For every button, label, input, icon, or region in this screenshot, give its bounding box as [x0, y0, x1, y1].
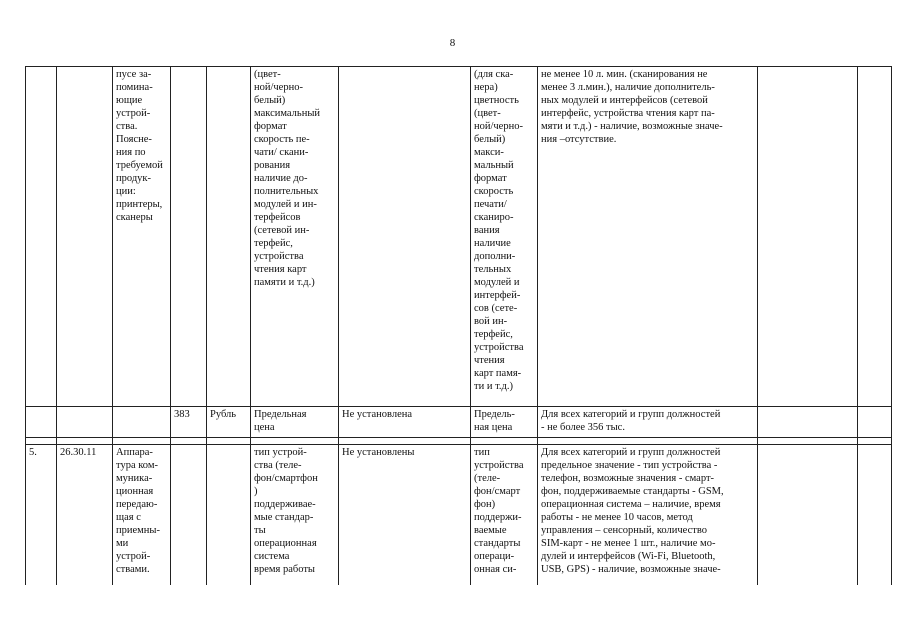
cell-okpd-code [57, 407, 113, 438]
table-row [26, 407, 892, 438]
cell-justification [758, 407, 858, 438]
cell-justification [758, 445, 858, 586]
cell-unit-name: Рубль [207, 407, 251, 438]
cell-unit-name [207, 67, 251, 407]
cell-product-name: Аппара- тура ком- муника- ционная передаю- щая с приемны- ми устрой- ствами. [113, 445, 171, 586]
cell-unit-code [171, 445, 207, 586]
cell-unit-code [171, 67, 207, 407]
table-row-gap [26, 438, 892, 445]
cell-product-name [113, 407, 171, 438]
cell-value-2: Для всех категорий и групп должностей предельное значение - тип устройства - телефон, возможные значения - смарт- фон, поддерживаемые стандарты - GSM, операционная система – наличие, время работы - не менее 10 часов, метод управления – сенсорный, количество SIM-карт - не менее 1 шт., наличие мо- дулей и интерфейсов (Wi-Fi, Bluetooth, USB, GPS) - наличие, возможные значе- [538, 445, 758, 586]
cell-okpd-code [57, 67, 113, 407]
cell-value: Не установлены [339, 445, 471, 586]
cell-number [26, 67, 57, 407]
cell-characteristic-2: (для ска- нера) цветность (цвет- ной/черно- белый) макси- мальный формат скорость печати/ сканиро- вания наличие дополни- тельных модулей и интерфей- сов (сете- вой ин- терфейс, устройства чтения карт памя- ти и т.д.) [471, 67, 538, 407]
cell-characteristic: тип устрой- ства (теле- фон/смартфон ) поддерживае- мые стандар- ты операционная система время работы [251, 445, 339, 586]
table-row [26, 67, 892, 407]
cell-purpose [858, 445, 892, 586]
cell-unit-name [207, 445, 251, 586]
cell-justification [758, 67, 858, 407]
cell-value [339, 67, 471, 407]
cell-value-2: не менее 10 л. мин. (сканирования не менее 3 л.мин.), наличие дополнитель- ных модулей и интерфейсов (сетевой интерфейс, устройства чтения карт па- мяти и т.д.) - наличие, возможные значе- ния –отсутствие. [538, 67, 758, 407]
cell-unit-code: 383 [171, 407, 207, 438]
cell-value: Не установлена [339, 407, 471, 438]
cell-characteristic: Предельная цена [251, 407, 339, 438]
specification-table [25, 66, 892, 585]
cell-characteristic: (цвет- ной/черно- белый) максимальный формат скорость пе- чати/ скани- рования наличие до- полнительных модулей и ин- терфейсов (сетевой ин- терфейс, устройства чтения карт памяти и т.д.) [251, 67, 339, 407]
table-row [26, 445, 892, 586]
cell-value-2: Для всех категорий и групп должностей - не более 356 тыс. [538, 407, 758, 438]
cell-purpose [858, 67, 892, 407]
cell-purpose [858, 407, 892, 438]
cell-characteristic-2: тип устройства (теле- фон/смарт фон) поддержи- ваемые стандарты операци- онная си- [471, 445, 538, 586]
cell-okpd-code: 26.30.11 [57, 445, 113, 586]
cell-number: 5. [26, 445, 57, 586]
cell-product-name: пусе за- помина- ющие устрой- ства. Поясне- ния по требуемой продук- ции: принтеры, сканеры [113, 67, 171, 407]
cell-number [26, 407, 57, 438]
cell-characteristic-2: Предель- ная цена [471, 407, 538, 438]
page-number: 8 [449, 37, 456, 49]
